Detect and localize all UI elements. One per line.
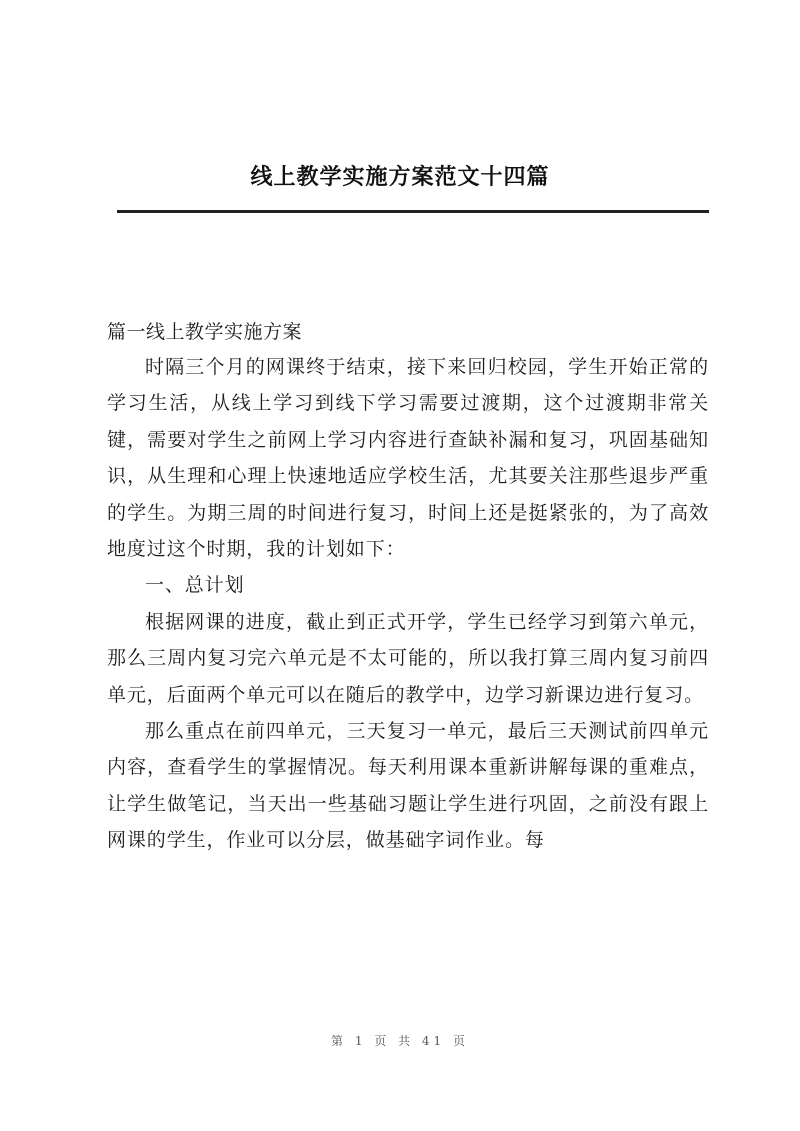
page-number-footer: 第 1 页 共 41 页: [331, 1034, 469, 1048]
paragraph-subheading: 一、总计划: [145, 574, 245, 597]
paragraph-intro: 时隔三个月的网课终于结束，接下来回归校园，学生开始正常的学习生活，从线上学习到线下学习需要过渡期，这个过渡期非常关键，需要对学生之前网上学习内容进行查缺补漏和复习，巩固基础知识，从生理和心理上快速地适应学校生活，尤其要关注那些退步严重的学生。为期三周的时间进行复习，时间上还是挺紧张的，为了高效地度过这个时期，我的计划如下：: [107, 356, 709, 561]
title-divider: [117, 210, 709, 213]
paragraph-plan: 根据网课的进度，截止到正式开学，学生已经学习到第六单元，那么三周内复习完六单元是不太可能的，所以我打算三周内复习前四单元，后面两个单元可以在随后的教学中，边学习新课边进行复习。: [107, 610, 709, 706]
paragraph-focus: 那么重点在前四单元，三天复习一单元，最后三天测试前四单元内容，查看学生的掌握情况。每天利用课本重新讲解每课的重难点，让学生做笔记，当天出一些基础习题让学生进行巩固，之前没有跟上网课的学生，作业可以分层，做基础字词作业。每: [107, 720, 709, 852]
page-title: 线上教学实施方案范文十四篇: [250, 164, 550, 190]
document-body: [107, 349, 709, 859]
section-heading: 篇一线上教学实施方案: [107, 321, 303, 343]
